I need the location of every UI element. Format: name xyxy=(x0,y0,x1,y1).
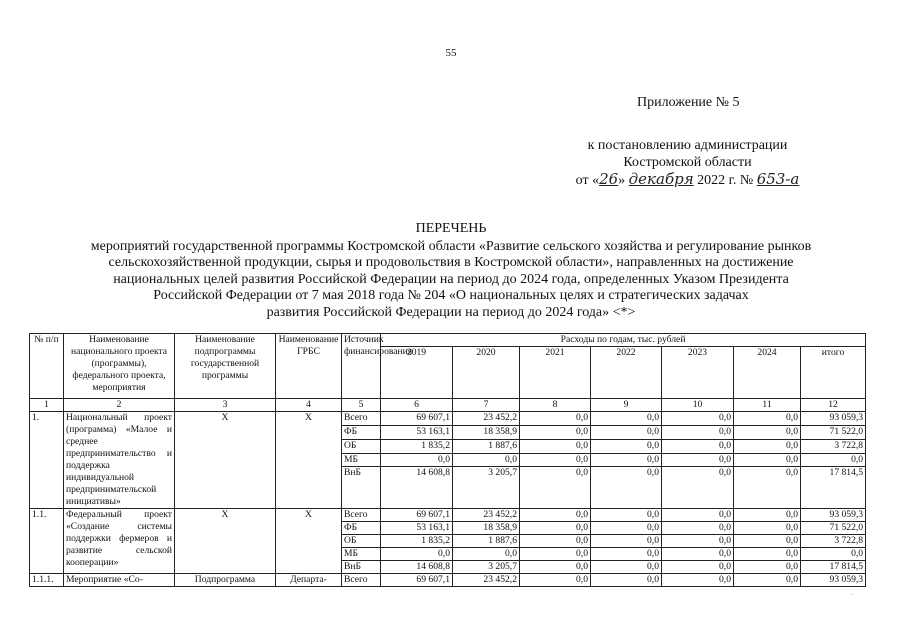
year-value: 0,0 xyxy=(662,453,734,467)
total-value: 17 814,5 xyxy=(801,561,866,574)
year-value: 0,0 xyxy=(520,509,591,522)
decree-line-2: Костромской области xyxy=(623,155,752,170)
header-subprogram: Наименование подпрограммы государственной программы xyxy=(175,334,276,399)
funding-source: Всего xyxy=(342,574,381,587)
header-expenses: Расходы по годам, тыс. рублей xyxy=(381,334,866,347)
year-value: 0,0 xyxy=(381,453,453,467)
year-value: 0,0 xyxy=(734,425,801,439)
year-value: 0,0 xyxy=(520,467,591,509)
total-value: 0,0 xyxy=(801,548,866,561)
year-value: 0,0 xyxy=(520,561,591,574)
decree-block xyxy=(560,137,815,189)
year-value: 23 452,2 xyxy=(453,412,520,426)
grbs-name: Департа- xyxy=(276,574,342,587)
year-value: 14 608,8 xyxy=(381,561,453,574)
page-number: 55 xyxy=(445,47,457,59)
year-value: 69 607,1 xyxy=(381,574,453,587)
year-value: 0,0 xyxy=(662,535,734,548)
handwritten-number: 653-а xyxy=(756,170,800,188)
total-value: 93 059,3 xyxy=(801,574,866,587)
appendix-title: Приложение № 5 xyxy=(637,95,740,110)
total-value: 3 722,8 xyxy=(801,535,866,548)
column-number: 7 xyxy=(453,399,520,412)
header-year: 2022 xyxy=(591,347,662,399)
column-number: 8 xyxy=(520,399,591,412)
table-row xyxy=(30,509,866,522)
year-value: 0,0 xyxy=(734,522,801,535)
total-value: 17 814,5 xyxy=(801,467,866,509)
year-value: 0,0 xyxy=(662,439,734,453)
title-line-4: Российской Федерации от 7 мая 2018 года № 204 «О национальных целях и стратегических задачах xyxy=(153,288,749,303)
year-value: 0,0 xyxy=(591,453,662,467)
year-value: 0,0 xyxy=(520,425,591,439)
title-line-2: сельскохозяйственной продукции, сырья и продовольствия в Костромской области», направленных на достижение xyxy=(108,255,794,270)
scan-mark: · xyxy=(851,590,854,599)
year-value: 0,0 xyxy=(520,412,591,426)
year-value: 0,0 xyxy=(662,522,734,535)
year-value: 14 608,8 xyxy=(381,467,453,509)
grbs-name: Х xyxy=(276,509,342,574)
year-value: 0,0 xyxy=(662,467,734,509)
year-value: 0,0 xyxy=(453,548,520,561)
header-row-1 xyxy=(30,334,866,347)
header-year: 2021 xyxy=(520,347,591,399)
funding-source: ВнБ xyxy=(342,467,381,509)
year-value: 0,0 xyxy=(734,535,801,548)
expenses-table xyxy=(29,333,866,587)
title-line-3: национальных целей развития Российской Федерации на период до 2024 года, определенных Указом Президента xyxy=(113,271,789,287)
total-value: 71 522,0 xyxy=(801,425,866,439)
column-number: 2 xyxy=(64,399,175,412)
year-value: 0,0 xyxy=(734,548,801,561)
year-value: 0,0 xyxy=(662,425,734,439)
column-number: 9 xyxy=(591,399,662,412)
column-numbers-row xyxy=(30,399,866,412)
year-value: 0,0 xyxy=(520,522,591,535)
year-value: 0,0 xyxy=(591,535,662,548)
title-line-1: мероприятий государственной программы Костромской области «Развитие сельского хозяйства и регулирование рынков xyxy=(90,238,812,254)
row-number: 1.1. xyxy=(30,509,64,574)
column-number: 5 xyxy=(342,399,381,412)
year-value: 23 452,2 xyxy=(453,509,520,522)
year-value: 0,0 xyxy=(662,548,734,561)
column-number: 6 xyxy=(381,399,453,412)
year-value: 0,0 xyxy=(662,509,734,522)
header-year: 2019 xyxy=(381,347,453,399)
year-value: 0,0 xyxy=(591,412,662,426)
year-value: 0,0 xyxy=(591,467,662,509)
year-value: 1 887,6 xyxy=(453,535,520,548)
year-value: 1 887,6 xyxy=(453,439,520,453)
year-value: 1 835,2 xyxy=(381,535,453,548)
column-number: 12 xyxy=(801,399,866,412)
funding-source: ОБ xyxy=(342,439,381,453)
header-project: Наименование национального проекта (программы), федерального проекта, мероприятия xyxy=(64,334,175,399)
year-value: 23 452,2 xyxy=(453,574,520,587)
total-value: 71 522,0 xyxy=(801,522,866,535)
year-value: 69 607,1 xyxy=(381,412,453,426)
total-value: 3 722,8 xyxy=(801,439,866,453)
header-total: итого xyxy=(801,347,866,399)
decree-line-1: к постановлению администрации xyxy=(587,138,788,153)
year-value: 0,0 xyxy=(591,522,662,535)
project-name: Мероприятие «Со- xyxy=(64,574,175,587)
table-row xyxy=(30,574,866,587)
year-value: 0,0 xyxy=(662,412,734,426)
year-value: 0,0 xyxy=(591,574,662,587)
header-grbs: Наименование ГРБС xyxy=(276,334,342,399)
funding-source: МБ xyxy=(342,548,381,561)
year-value: 0,0 xyxy=(591,425,662,439)
year-value: 0,0 xyxy=(734,467,801,509)
year-value: 0,0 xyxy=(734,561,801,574)
funding-source: Всего xyxy=(342,509,381,522)
grbs-name: Х xyxy=(276,412,342,509)
column-number: 11 xyxy=(734,399,801,412)
year-value: 0,0 xyxy=(591,548,662,561)
funding-source: ФБ xyxy=(342,522,381,535)
handwritten-month: декабря xyxy=(628,170,694,188)
header-year: 2023 xyxy=(662,347,734,399)
title-heading: ПЕРЕЧЕНЬ xyxy=(415,221,487,236)
header-year: 2020 xyxy=(453,347,520,399)
header-year: 2024 xyxy=(734,347,801,399)
funding-source: ФБ xyxy=(342,425,381,439)
project-name: Национальный проект (программа) «Малое и среднее предпринимательство и поддержка индивидуальной предпринимательской инициативы» xyxy=(64,412,175,509)
total-value: 0,0 xyxy=(801,453,866,467)
year-value: 0,0 xyxy=(520,439,591,453)
year-value: 0,0 xyxy=(591,561,662,574)
subprogram-name: Х xyxy=(175,509,276,574)
year-value: 69 607,1 xyxy=(381,509,453,522)
year-value: 0,0 xyxy=(734,574,801,587)
subprogram-name: Подпрограмма xyxy=(175,574,276,587)
column-number: 4 xyxy=(276,399,342,412)
table-row xyxy=(30,412,866,426)
total-value: 93 059,3 xyxy=(801,509,866,522)
year-value: 0,0 xyxy=(734,412,801,426)
column-number: 1 xyxy=(30,399,64,412)
funding-source: ОБ xyxy=(342,535,381,548)
year-value: 0,0 xyxy=(734,439,801,453)
funding-source: МБ xyxy=(342,453,381,467)
year-value: 0,0 xyxy=(520,574,591,587)
year-value: 3 205,7 xyxy=(453,561,520,574)
year-value: 0,0 xyxy=(381,548,453,561)
year-value: 0,0 xyxy=(662,561,734,574)
document-title xyxy=(40,221,862,321)
year-value: 18 358,9 xyxy=(453,522,520,535)
year-value: 0,0 xyxy=(734,509,801,522)
year-value: 0,0 xyxy=(591,439,662,453)
total-value: 93 059,3 xyxy=(801,412,866,426)
header-source: Источник финансирования xyxy=(342,334,381,399)
year-value: 0,0 xyxy=(520,548,591,561)
year-value: 0,0 xyxy=(591,509,662,522)
funding-source: ВнБ xyxy=(342,561,381,574)
year-value: 0,0 xyxy=(520,535,591,548)
date-prefix: от « xyxy=(575,173,600,188)
year-value: 0,0 xyxy=(734,453,801,467)
title-line-5: развития Российской Федерации на период до 2024 года» <*> xyxy=(266,304,636,320)
year-value: 0,0 xyxy=(453,453,520,467)
year-part: 2022 г. № xyxy=(693,173,757,188)
row-number: 1. xyxy=(30,412,64,509)
year-value: 53 163,1 xyxy=(381,425,453,439)
year-value: 53 163,1 xyxy=(381,522,453,535)
funding-source: Всего xyxy=(342,412,381,426)
handwritten-day: 26 xyxy=(599,170,619,188)
date-mid: » xyxy=(618,173,629,188)
year-value: 1 835,2 xyxy=(381,439,453,453)
year-value: 0,0 xyxy=(520,453,591,467)
row-number: 1.1.1. xyxy=(30,574,64,587)
year-value: 18 358,9 xyxy=(453,425,520,439)
project-name: Федеральный проект «Создание системы поддержки фермеров и развитие сельской кооперации» xyxy=(64,509,175,574)
column-number: 10 xyxy=(662,399,734,412)
year-value: 0,0 xyxy=(662,574,734,587)
subprogram-name: Х xyxy=(175,412,276,509)
year-value: 3 205,7 xyxy=(453,467,520,509)
column-number: 3 xyxy=(175,399,276,412)
header-num: № п/п xyxy=(30,334,64,399)
decree-date-line xyxy=(560,171,815,189)
